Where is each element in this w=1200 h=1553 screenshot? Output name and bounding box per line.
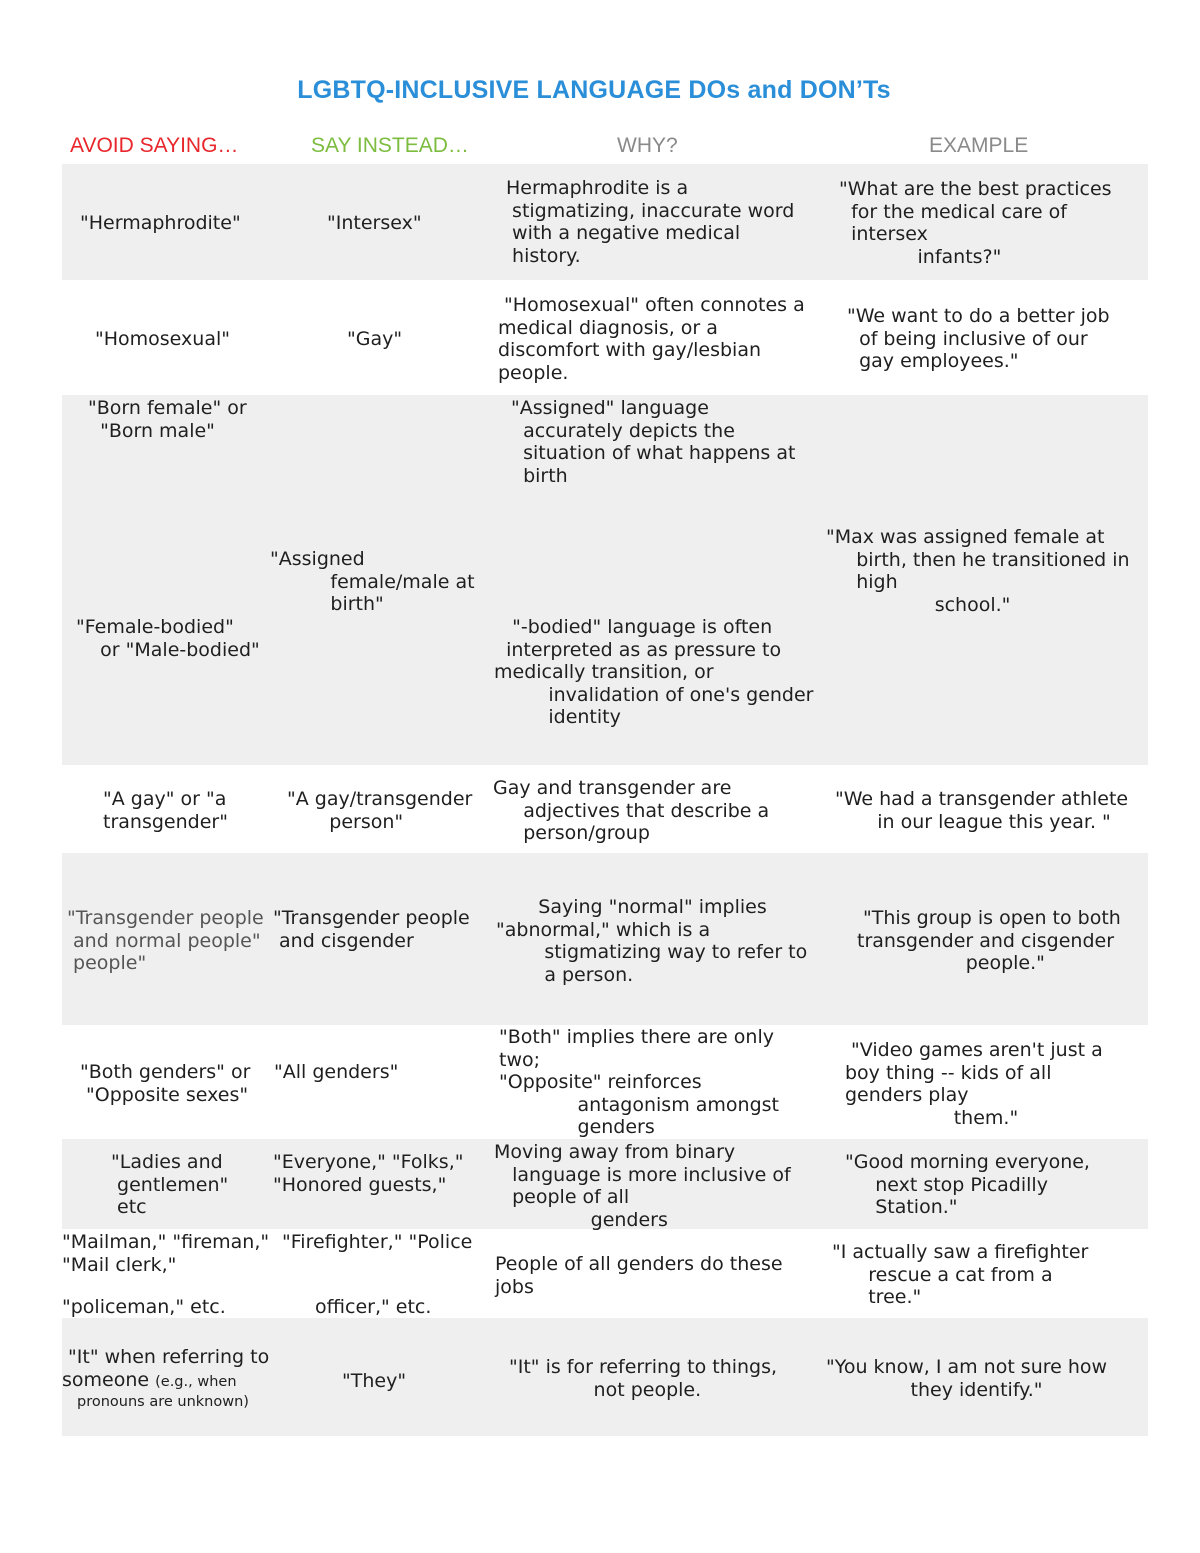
avoid-term [62, 1346, 269, 1393]
avoid-term-note: pronouns are unknown) [77, 1394, 249, 1410]
example-text: "We want to do a better job of being inclusive of our gay employees." [847, 305, 1110, 372]
instead-term: "Firefighter," "Police [282, 1231, 473, 1253]
avoid-term-text: "It" when referring to someone [62, 1346, 270, 1391]
instead-term: officer," etc. [315, 1296, 432, 1318]
why-text: Gay and transgender are adjectives that describe a person/group [493, 777, 770, 844]
why-text: Hermaphrodite is a stigmatizing, inaccurate word with a negative medical history. [506, 177, 795, 267]
avoid-term: "Born female" or "Born male" [88, 397, 247, 442]
avoid-term: "Hermaphrodite" [80, 212, 241, 234]
instead-term: "A gay/transgender person" [287, 788, 473, 833]
header-instead: SAY INSTEAD… [311, 134, 469, 157]
why-text: Moving away from binary language is more inclusive of people of all genders [494, 1141, 791, 1231]
why-text: "Homosexual" often connotes a medical diagnosis, or a discomfort with gay/lesbian people. [498, 294, 805, 384]
avoid-term: "Both genders" or "Opposite sexes" [80, 1061, 251, 1106]
page-title: LGBTQ-INCLUSIVE LANGUAGE DOs and DON’Ts [297, 76, 891, 104]
why-text: "Assigned" language accurately depicts the situation of what happens at birth [511, 397, 796, 487]
instead-term: "Assigned female/male at birth" [270, 548, 475, 615]
avoid-term: "Transgender people and normal people" people" [67, 907, 264, 974]
header-example: EXAMPLE [929, 134, 1029, 157]
instead-term: "They" [342, 1370, 407, 1392]
why-text: "Both" implies there are only two; "Opposite" reinforces antagonism amongst genders [499, 1026, 779, 1138]
avoid-term: "A gay" or "a transgender" [103, 788, 228, 833]
example-text: "Video games aren't just a boy thing -- kids of all genders play them." [845, 1039, 1103, 1129]
header-why: WHY? [617, 134, 678, 157]
example-text: "I actually saw a firefighter rescue a cat from a tree." [832, 1241, 1089, 1308]
avoid-term: "policeman," etc. [62, 1296, 226, 1318]
avoid-term-note [77, 1391, 249, 1411]
avoid-term: "Homosexual" [95, 328, 230, 350]
example-text: "Good morning everyone, next stop Picadilly Station." [845, 1151, 1090, 1218]
why-text: Saying "normal" implies "abnormal," which is a stigmatizing way to refer to a person. [496, 896, 808, 986]
avoid-term: "Mailman," "fireman," "Mail clerk," [62, 1231, 270, 1276]
instead-term: "Intersex" [327, 212, 422, 234]
instead-term: "Transgender people and cisgender [273, 907, 470, 952]
example-text: "You know, I am not sure how they identify." [826, 1356, 1108, 1401]
avoid-term: "Female-bodied" or "Male-bodied" [76, 616, 260, 661]
avoid-term: "Ladies and gentlemen" etc [111, 1151, 229, 1218]
instead-term: "Gay" [347, 328, 403, 350]
why-text: "-bodied" language is often interpreted as as pressure to medically transition, or invalidation of one's gender identity [494, 616, 814, 728]
example-text: "What are the best practices for the medical care of intersex infants?" [839, 178, 1112, 268]
example-text: "This group is open to both transgender and cisgender people." [857, 907, 1121, 974]
example-text: "Max was assigned female at birth, then he transitioned in high school." [826, 526, 1130, 616]
example-text: "We had a transgender athlete in our league this year. " [835, 788, 1129, 833]
avoid-term-note: (e.g., when [155, 1373, 237, 1390]
header-avoid: AVOID SAYING… [70, 134, 239, 157]
instead-term: "All genders" [274, 1061, 399, 1083]
instead-term: "Everyone," "Folks," "Honored guests," [273, 1151, 464, 1196]
why-text: People of all genders do these jobs [495, 1253, 783, 1298]
why-text: "It" is for referring to things, not people. [509, 1356, 778, 1401]
